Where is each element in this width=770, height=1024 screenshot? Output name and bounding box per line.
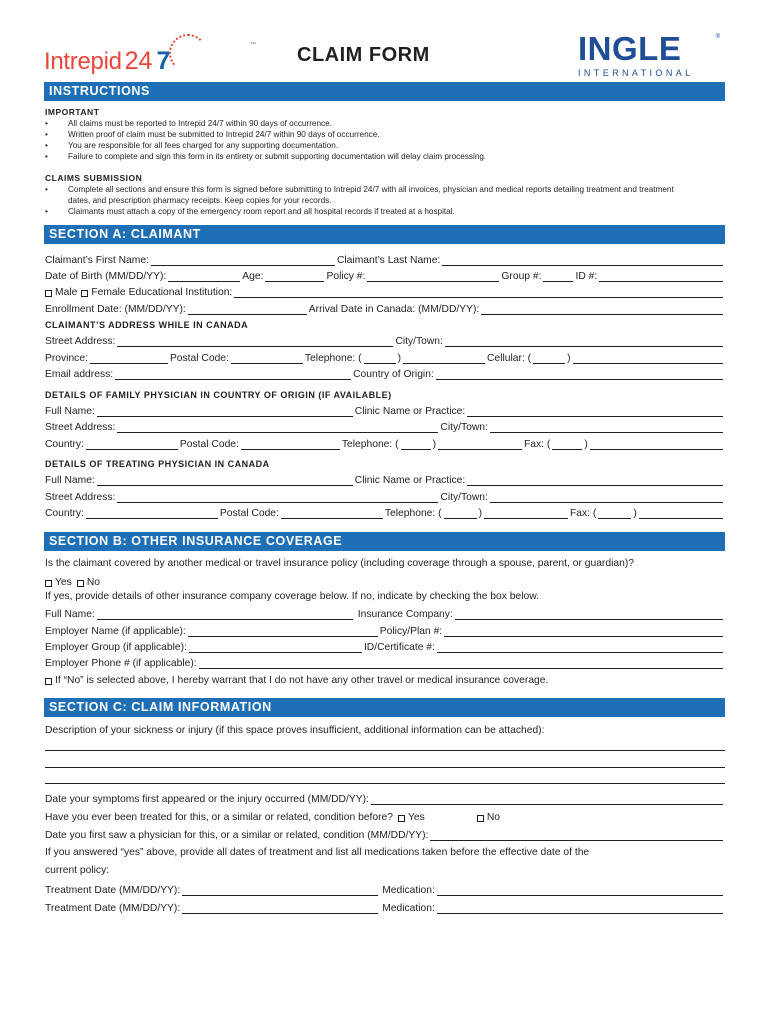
policy-plan-label: Policy/Plan #:: [379, 626, 443, 637]
first-saw-row: [45, 827, 725, 841]
city-label: City/Town:: [440, 422, 488, 433]
treated-before-label: Have you ever been treated for this, or a similar or related, condition before?: [45, 812, 393, 823]
description-label: Description of your sickness or injury (if this space proves insufficient, additional information can be attached):: [45, 725, 545, 736]
postal-label: Postal Code:: [179, 439, 239, 450]
enrollment-field[interactable]: [188, 304, 307, 315]
first-name-field[interactable]: [151, 255, 335, 266]
last-name-label: Claimant’s Last Name:: [336, 255, 441, 266]
symptoms-label: Date your symptoms first appeared or the injury occurred (MM/DD/YY):: [45, 794, 369, 805]
coverage-instruction: If yes, provide details of other insurance company coverage below. If no, indicate by checking the box below.: [45, 591, 539, 602]
fax-label: Fax: (: [570, 508, 597, 519]
symptoms-row: [45, 791, 725, 805]
important-label: IMPORTANT: [45, 107, 100, 117]
certificate-field[interactable]: [437, 642, 723, 653]
dob-row: [45, 268, 725, 282]
address-row: [45, 333, 725, 347]
symptoms-field[interactable]: [371, 794, 723, 805]
policy-field[interactable]: [367, 271, 499, 282]
yes-label: Yes: [55, 577, 72, 588]
street-field[interactable]: [117, 336, 393, 347]
postal-label: Postal Code:: [219, 508, 279, 519]
list-item: • Claimants must attach a copy of the emergency room report and all hospital records if treated at a hospital.: [45, 207, 455, 216]
female-label: Female: [91, 287, 126, 298]
claims-submission-label: CLAIMS SUBMISSION: [45, 173, 143, 183]
email-row: [45, 366, 725, 380]
brand-24: 24: [124, 47, 153, 75]
brand-intrepid: Intrepid: [44, 48, 122, 75]
dates-row: [45, 301, 725, 315]
policy-plan-field[interactable]: [444, 626, 723, 637]
coverage-yes-no-row: [45, 574, 725, 588]
registered-mark: ®: [715, 34, 720, 40]
enrollment-label: Enrollment Date: (MM/DD/YY):: [45, 304, 186, 315]
medication-label: Medication:: [382, 885, 435, 896]
brand-7: 7: [156, 47, 171, 75]
family-fax-area-field[interactable]: [552, 439, 582, 450]
city-field[interactable]: [445, 336, 723, 347]
telephone-label: Telephone: (: [384, 508, 442, 519]
other-insurance-name-row: [45, 606, 725, 620]
male-label: Male: [55, 287, 78, 298]
clinic-label: Clinic Name or Practice:: [354, 475, 466, 486]
email-label: Email address:: [45, 369, 114, 380]
arrival-label: Arrival Date in Canada: (MM/DD/YY):: [308, 304, 480, 315]
coverage-yes-checkbox[interactable]: [45, 580, 52, 587]
group-field[interactable]: [543, 271, 573, 282]
answered-yes-text-2: current policy:: [45, 865, 110, 876]
list-item: • You are responsible for all fees charged for any supporting documentation.: [45, 141, 339, 150]
coverage-no-checkbox[interactable]: [77, 580, 84, 587]
clinic-label: Clinic Name or Practice:: [354, 406, 466, 417]
employer-row: [45, 623, 725, 637]
family-fax-field[interactable]: [590, 439, 723, 450]
origin-field[interactable]: [436, 369, 723, 380]
cellular-field[interactable]: [573, 353, 723, 364]
full-name-label: Full Name:: [45, 609, 95, 620]
city-label: City/Town:: [440, 492, 488, 503]
id-field[interactable]: [599, 271, 723, 282]
first-name-label: Claimant’s First Name:: [45, 255, 149, 266]
telephone-label: Telephone: (: [304, 353, 362, 364]
treating-country-row: Country: Postal Code: Telephone: ( ) Fax: ( ): [45, 505, 725, 519]
street-label: Street Address:: [45, 422, 116, 433]
telephone-label: Telephone: (: [341, 439, 399, 450]
male-checkbox[interactable]: [45, 290, 52, 297]
no-label: No: [86, 577, 100, 588]
postal-field[interactable]: [231, 353, 303, 364]
country-label: Country:: [45, 439, 84, 450]
full-name-label: Full Name:: [45, 475, 95, 486]
list-item: • Failure to complete and sign this form in its entirety or submit supporting documentation will delay claim processing.: [45, 152, 487, 161]
full-name-label: Full Name:: [45, 406, 95, 417]
medication-field[interactable]: [437, 903, 723, 914]
province-row: Province: Postal Code: Telephone: ( ) Cellular: ( ): [45, 350, 725, 364]
trademark: ™: [250, 42, 256, 48]
family-postal-field[interactable]: [241, 439, 340, 450]
section-c-heading: SECTION C: CLAIM INFORMATION: [44, 698, 725, 717]
claimant-name-row: [45, 252, 725, 266]
list-item: • Complete all sections and ensure this form is signed before submitting to Intrepid 24/7 with all invoices, physician and medical reports detailing treatment and treatment dates, and prescription pharmacy receipts. Keep copies for your records.: [45, 185, 674, 205]
treatment-date-label: Treatment Date (MM/DD/YY):: [45, 885, 181, 896]
brand-international: INTERNATIONAL: [578, 68, 694, 78]
policy-label: Policy #:: [326, 271, 366, 282]
treating-street-field[interactable]: [117, 492, 438, 503]
employer-label: Employer Name (if applicable):: [45, 626, 186, 637]
family-street-field[interactable]: [117, 422, 438, 433]
employer-phone-label: Employer Phone # (if applicable):: [45, 658, 197, 669]
telephone-field[interactable]: [403, 353, 485, 364]
treating-city-field[interactable]: [490, 492, 723, 503]
dob-label: Date of Birth (MM/DD/YY):: [45, 271, 167, 282]
age-label: Age:: [242, 271, 264, 282]
treated-no-checkbox[interactable]: [477, 815, 484, 822]
province-label: Province:: [45, 353, 88, 364]
treating-address-row: [45, 489, 725, 503]
warrant-checkbox[interactable]: [45, 678, 52, 685]
warrant-label: If “No” is selected above, I hereby warrant that I do not have any other travel or medical insurance coverage.: [55, 675, 549, 686]
id-label: ID #:: [575, 271, 598, 282]
certificate-label: ID/Certificate #:: [363, 642, 435, 653]
warrant-row: [45, 672, 725, 686]
dob-field[interactable]: [168, 271, 240, 282]
orbit-icon: [169, 34, 207, 72]
family-name-field[interactable]: [97, 406, 353, 417]
province-field[interactable]: [90, 353, 168, 364]
treating-telephone-area-field[interactable]: [444, 508, 477, 519]
section-b-heading: SECTION B: OTHER INSURANCE COVERAGE: [44, 532, 725, 551]
telephone-area-field[interactable]: [364, 353, 396, 364]
institution-field[interactable]: [234, 287, 723, 298]
important-list: [45, 118, 725, 162]
treatment-date-field[interactable]: [182, 885, 378, 896]
street-label: Street Address:: [45, 492, 116, 503]
female-checkbox[interactable]: [81, 290, 88, 297]
first-saw-label: Date you first saw a physician for this, or a similar or related, condition (MM/DD/YY):: [45, 830, 429, 841]
section-a-heading: SECTION A: CLAIMANT: [44, 225, 725, 244]
family-country-field[interactable]: [86, 439, 178, 450]
institution-label: Educational Institution:: [128, 287, 233, 298]
treating-name-row: [45, 472, 725, 486]
email-field[interactable]: [115, 369, 351, 380]
treatment-date-field[interactable]: [182, 903, 378, 914]
address-header: CLAIMANT’S ADDRESS WHILE IN CANADA: [45, 320, 249, 330]
instructions-heading: INSTRUCTIONS: [44, 82, 725, 101]
family-physician-header: DETAILS OF FAMILY PHYSICIAN IN COUNTRY OF ORIGIN (IF AVAILABLE): [45, 390, 392, 400]
first-saw-field[interactable]: [430, 830, 723, 841]
origin-label: Country of Origin:: [353, 369, 434, 380]
family-address-row: [45, 419, 725, 433]
postal-label: Postal Code:: [169, 353, 229, 364]
coverage-question: Is the claimant covered by another medical or travel insurance policy (including coverage through a spouse, parent, or guardian)?: [45, 558, 634, 569]
treating-fax-area-field[interactable]: [598, 508, 631, 519]
treating-postal-field[interactable]: [281, 508, 383, 519]
employer-field[interactable]: [188, 626, 378, 637]
description-line[interactable]: [45, 783, 725, 784]
page-title: CLAIM FORM: [297, 44, 430, 66]
employer-phone-row: [45, 655, 725, 669]
list-item: • Written proof of claim must be submitted to Intrepid 24/7 within 90 days of occurrence.: [45, 130, 380, 139]
age-field[interactable]: [265, 271, 324, 282]
cellular-area-field[interactable]: [533, 353, 565, 364]
country-label: Country:: [45, 508, 84, 519]
answered-yes-text: If you answered “yes” above, provide all dates of treatment and list all medications taken before the effective date of the: [45, 847, 590, 858]
medication-field[interactable]: [437, 885, 723, 896]
insured-name-field[interactable]: [97, 609, 353, 620]
treating-fax-field[interactable]: [639, 508, 723, 519]
group-label: Group #:: [501, 271, 542, 282]
medication-label: Medication:: [382, 903, 435, 914]
treatment-row: [45, 900, 725, 914]
list-item: • All claims must be reported to Intrepid 24/7 within 90 days of occurrence.: [45, 119, 332, 128]
brand-ingle: INGLE: [578, 30, 682, 67]
insurance-company-label: Insurance Company:: [357, 609, 453, 620]
treated-yes-checkbox[interactable]: [398, 815, 405, 822]
family-clinic-field[interactable]: [467, 406, 723, 417]
employer-group-row: [45, 639, 725, 653]
treatment-row: [45, 882, 725, 896]
treating-name-field[interactable]: [97, 475, 353, 486]
treating-telephone-field[interactable]: [484, 508, 568, 519]
gender-row: [45, 284, 725, 298]
description-line[interactable]: [45, 767, 725, 768]
treating-clinic-field[interactable]: [467, 475, 723, 486]
family-country-row: Country: Postal Code: Telephone: ( ) Fax: ( ): [45, 436, 725, 450]
description-line[interactable]: [45, 750, 725, 751]
treatment-date-label: Treatment Date (MM/DD/YY):: [45, 903, 181, 914]
city-label: City/Town:: [395, 336, 443, 347]
last-name-field[interactable]: [442, 255, 723, 266]
insurance-company-field[interactable]: [455, 609, 723, 620]
claims-list: [45, 184, 725, 217]
street-label: Street Address:: [45, 336, 116, 347]
treating-country-field[interactable]: [86, 508, 218, 519]
treated-before-row: [45, 809, 725, 823]
intrepid-logo: [44, 40, 256, 75]
cellular-label: Cellular: (: [487, 353, 532, 364]
family-telephone-area-field[interactable]: [401, 439, 431, 450]
treating-physician-header: DETAILS OF TREATING PHYSICIAN IN CANADA: [45, 459, 270, 469]
employer-phone-field[interactable]: [199, 658, 723, 669]
family-telephone-field[interactable]: [438, 439, 522, 450]
ingle-logo: [578, 32, 726, 78]
employer-group-field[interactable]: [189, 642, 362, 653]
fax-label: Fax: (: [524, 439, 551, 450]
no-label: No: [486, 812, 500, 823]
arrival-field[interactable]: [481, 304, 723, 315]
family-city-field[interactable]: [490, 422, 723, 433]
employer-group-label: Employer Group (if applicable):: [45, 642, 187, 653]
yes-label: Yes: [408, 812, 425, 823]
family-name-row: [45, 403, 725, 417]
